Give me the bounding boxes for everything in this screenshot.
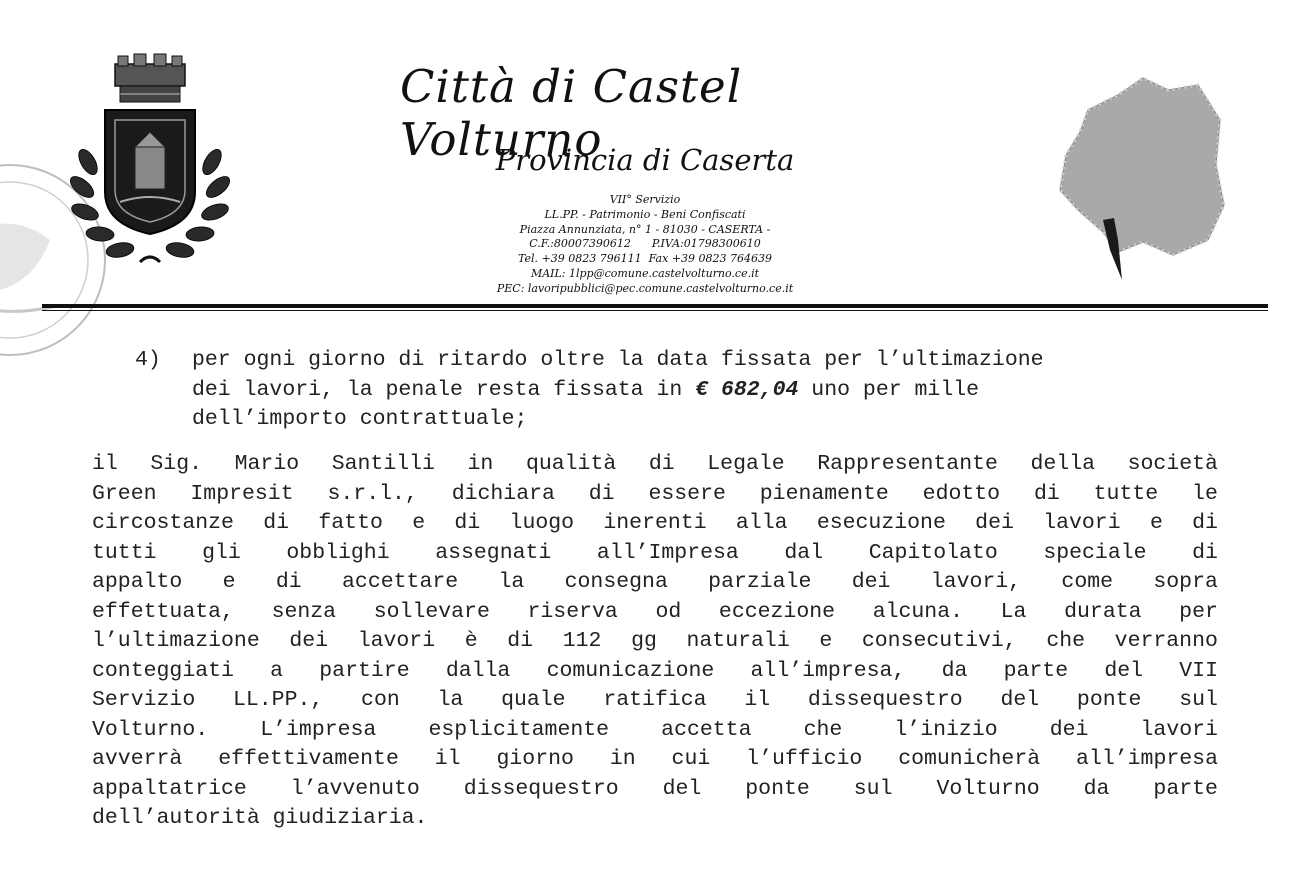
word: edotto [922, 481, 1001, 506]
word: del [1104, 658, 1144, 683]
word: di [1192, 511, 1218, 535]
paragraph-line [92, 686, 1218, 716]
word: dei [975, 511, 1014, 535]
paragraph-line [92, 509, 1218, 539]
office-line: Piazza Annunziata, n° 1 - 81030 - CASERTA - [519, 222, 771, 236]
word: appalto [92, 570, 183, 594]
word: accetta [661, 717, 752, 742]
word: dissequestro [807, 688, 963, 712]
word: è [464, 629, 478, 653]
header-rule-thick [42, 304, 1268, 308]
word: ponte [1076, 688, 1142, 712]
word: il [434, 747, 461, 771]
penalty-amount: € 682,04 [695, 377, 799, 402]
word: la [498, 570, 525, 594]
word: sopra [1153, 570, 1218, 594]
word: di [275, 570, 302, 594]
word: quale [501, 688, 566, 712]
clause-number: 4) [135, 348, 161, 372]
word: e [222, 570, 236, 594]
word: od [655, 599, 682, 624]
word: e [1149, 511, 1163, 535]
office-contact-block [400, 193, 890, 297]
paragraph-line [92, 745, 1218, 775]
office-line: PEC: lavoripubblici@pec.comune.castelvolturno.ce.it [496, 281, 794, 295]
word: Volturno. [92, 717, 209, 742]
word: l’ultimazione [92, 629, 260, 653]
paragraph-line [92, 539, 1218, 569]
word: ponte [745, 776, 810, 801]
word: tutte [1093, 481, 1159, 506]
word: effettuata, [92, 599, 234, 624]
office-line: Tel. +39 0823 796111 Fax +39 0823 764639 [517, 252, 773, 266]
word: avverrà [92, 747, 183, 771]
word: naturali [686, 629, 790, 653]
word: appaltatrice [92, 776, 247, 801]
word: circostanze [92, 511, 234, 535]
clause-text [192, 346, 1222, 435]
word: il [744, 688, 771, 712]
word: luogo [509, 511, 575, 535]
word: cui [671, 747, 711, 771]
paragraph-line [92, 450, 1218, 480]
word: assegnati [435, 540, 552, 565]
word: dei [851, 570, 891, 594]
word: inerenti [603, 511, 707, 535]
word: di [507, 629, 534, 653]
word: dal [784, 540, 824, 565]
word: giorno [496, 747, 574, 771]
word: lavori [1140, 717, 1218, 742]
word: consecutivi, [861, 629, 1017, 653]
word: gg [631, 629, 657, 653]
word: Mario [234, 452, 300, 476]
word: sul [853, 776, 893, 801]
word: in [609, 747, 636, 771]
province-map-image [1048, 70, 1228, 285]
word: in [467, 452, 494, 476]
clause-line: per ogni giorno di ritardo oltre la data fissata per l’ultimazione [192, 348, 1044, 372]
word: dichiara [451, 481, 555, 506]
word: di [588, 481, 615, 506]
word: l’avvenuto [290, 776, 420, 801]
word: lavori, [930, 570, 1022, 594]
word: sollevare [373, 599, 490, 624]
word: fatto [318, 511, 383, 535]
word: di [1192, 540, 1218, 565]
paragraph-line [92, 480, 1218, 510]
city-crest-logo [60, 52, 240, 282]
word: Volturno [936, 776, 1040, 801]
word: con [361, 688, 400, 712]
word: ratifica [603, 688, 707, 712]
word: pienamente [759, 481, 889, 506]
paragraph-line [92, 568, 1218, 598]
word: che [1046, 629, 1086, 653]
word: tutti [92, 540, 157, 565]
word: di [648, 452, 675, 476]
word: da [1083, 776, 1110, 801]
word: comunicherà [898, 747, 1041, 771]
paragraph-line: dell’autorità giudiziaria. [92, 806, 428, 830]
word: senza [271, 599, 337, 624]
word: all’impresa [1076, 747, 1218, 771]
word: l’ufficio [746, 747, 863, 771]
word: dei [289, 629, 329, 653]
word: della [1030, 452, 1096, 476]
word: di [1033, 481, 1060, 506]
word: da [941, 658, 968, 683]
word: la [437, 688, 464, 712]
word: Sig. [150, 452, 203, 476]
word: Rappresentante [817, 452, 998, 476]
word: le [1192, 481, 1218, 506]
declaration-paragraph [92, 450, 1218, 834]
clause-line: dell’importo contrattuale; [192, 407, 528, 431]
word: l’inizio [894, 717, 998, 742]
word: sul [1179, 688, 1218, 712]
word: riserva [527, 599, 618, 624]
word: all’Impresa [596, 540, 739, 565]
word: Green [92, 481, 157, 506]
word: Impresit [190, 481, 294, 506]
word: 112 [562, 629, 602, 653]
word: s.r.l., [327, 481, 418, 506]
word: del [662, 776, 702, 801]
word: parte [1153, 776, 1218, 801]
word: lavori [357, 629, 436, 653]
word: effettivamente [218, 747, 399, 771]
word: Capitolato [868, 540, 998, 565]
word: di [263, 511, 290, 535]
word: La [1000, 599, 1027, 624]
word: esecuzione [816, 511, 946, 535]
word: Santilli [331, 452, 435, 476]
office-line: C.F.:80007390612 P.IVA:01798300610 [529, 237, 761, 251]
word: partire [319, 658, 410, 683]
word: dissequestro [463, 776, 619, 801]
province-name: Provincia di Caserta [495, 143, 795, 177]
word: durata [1064, 599, 1142, 624]
word: per [1179, 599, 1218, 624]
city-name: Città di Castel Volturno [400, 60, 743, 166]
word: parziale [708, 570, 812, 594]
paragraph-line [92, 627, 1218, 657]
header-rule-thin [42, 310, 1268, 311]
word: lavori [1043, 511, 1121, 535]
word: all’impresa, [750, 658, 906, 683]
office-line: VII° Servizio [609, 193, 681, 206]
word: alcuna. [872, 599, 964, 624]
word: alla [735, 511, 788, 535]
word: come [1061, 570, 1114, 594]
word: essere [648, 481, 726, 506]
word: dei [1049, 717, 1089, 742]
paragraph-line [92, 657, 1218, 687]
word: che [803, 717, 843, 742]
word: LL.PP., [232, 688, 324, 712]
word: conteggiati [92, 658, 234, 683]
word: obblighi [286, 540, 390, 565]
word: verranno [1114, 629, 1218, 653]
word: speciale [1043, 540, 1147, 565]
paragraph-line [92, 598, 1218, 628]
word: accettare [342, 570, 459, 594]
paragraph-line [92, 775, 1218, 805]
office-line: LL.PP. - Patrimonio - Beni Confiscati [544, 207, 746, 221]
word: consegna [564, 570, 668, 594]
word: Legale [707, 452, 785, 476]
word: eccezione [718, 599, 836, 624]
word: il [92, 452, 118, 476]
paragraph-line [92, 716, 1218, 746]
word: esplicitamente [428, 717, 610, 742]
word: e [819, 629, 833, 653]
word: del [1000, 688, 1040, 712]
word: L’impresa [260, 717, 377, 742]
word: qualità [525, 452, 617, 476]
word: a [270, 658, 284, 683]
word: VII [1179, 658, 1218, 683]
word: di [454, 511, 481, 535]
clause-line: dei lavori, la penale resta fissata in € 682,04 uno per mille [192, 377, 980, 402]
word: comunicazione [546, 658, 715, 683]
word: parte [1003, 658, 1069, 683]
office-line: MAIL: 1lpp@comune.castelvolturno.ce.it [530, 266, 760, 280]
word: gli [202, 540, 241, 565]
word: e [412, 511, 426, 535]
word: società [1127, 452, 1218, 476]
word: dalla [445, 658, 511, 683]
word: Servizio [92, 688, 196, 712]
